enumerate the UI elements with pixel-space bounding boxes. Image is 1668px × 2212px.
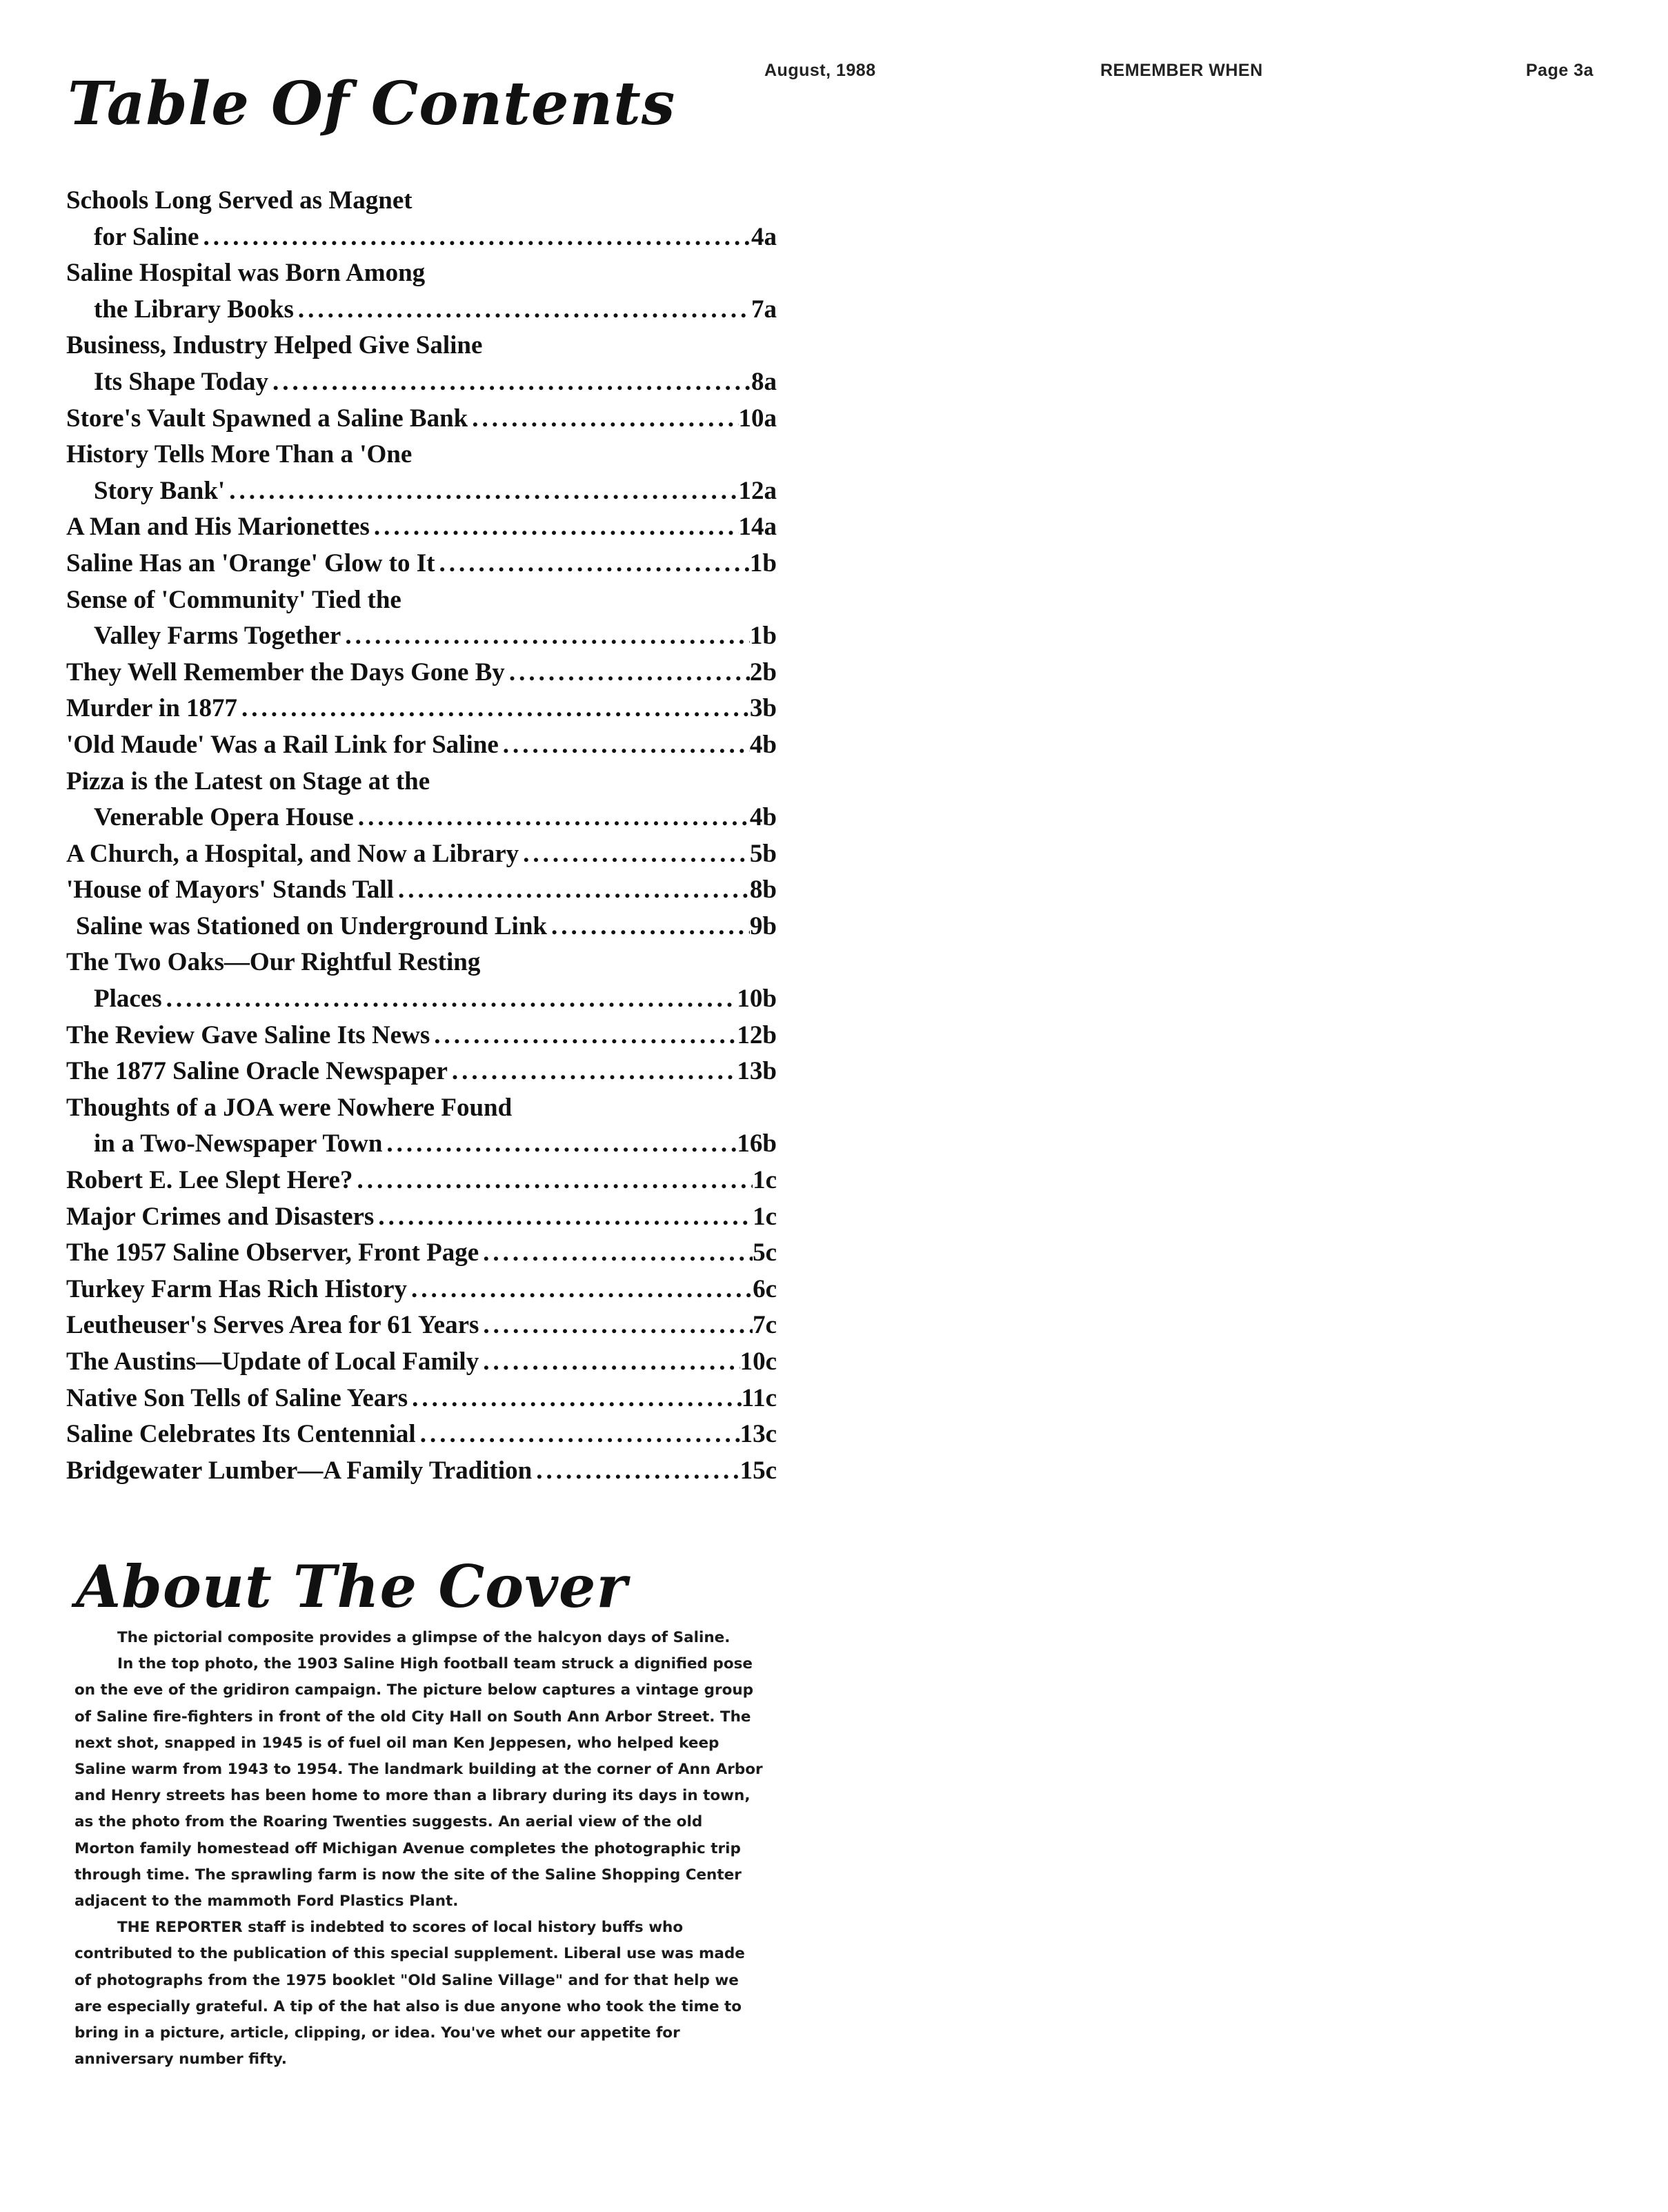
toc-page-ref: 2b <box>749 658 777 687</box>
dot-leader <box>353 1163 753 1199</box>
toc-page-ref: 13c <box>739 1420 777 1449</box>
toc-entry-title: A Man and His Marionettes <box>66 513 370 542</box>
toc-entry <box>66 1381 777 1417</box>
toc-entry-title: Saline Hospital was Born Among <box>66 259 426 288</box>
toc-entry-title: Bridgewater Lumber—A Family Tradition <box>66 1456 533 1485</box>
dot-leader <box>479 1344 739 1381</box>
toc-entry <box>66 401 777 437</box>
toc-page-ref: 6c <box>753 1274 777 1303</box>
toc-entry-title: Story Bank' <box>94 476 226 505</box>
toc-entry-title: Places <box>94 985 162 1014</box>
dot-leader <box>407 1272 753 1308</box>
toc-entry-title: History Tells More Than a 'One <box>66 440 413 469</box>
toc-page-ref: 13b <box>737 1057 777 1086</box>
toc-entry <box>66 836 777 873</box>
dot-leader <box>479 1307 753 1344</box>
toc-entry-title: The Review Gave Saline Its News <box>66 1020 430 1049</box>
toc-page-ref: 7a <box>751 295 777 324</box>
toc-entry-title: 'House of Mayors' Stands Tall <box>66 876 394 905</box>
dot-leader <box>225 473 738 510</box>
toc-page-ref: 4b <box>749 730 777 759</box>
dot-leader <box>430 1018 737 1054</box>
toc-entry <box>66 183 777 255</box>
toc-entry <box>66 1199 777 1236</box>
toc-entry <box>66 437 777 509</box>
toc-entry <box>66 1453 777 1490</box>
toc-page-ref: 10a <box>738 404 777 433</box>
dot-leader <box>268 364 751 401</box>
toc-entry-title: for Saline <box>94 222 199 251</box>
toc-page-ref: 9b <box>749 911 777 940</box>
dot-leader <box>162 981 737 1018</box>
toc-entry-title: Leutheuser's Serves Area for 61 Years <box>66 1311 479 1340</box>
toc-page-ref: 1b <box>749 549 777 577</box>
toc-entry-title: Business, Industry Helped Give Saline <box>66 331 483 360</box>
toc-entry-title: Major Crimes and Disasters <box>66 1202 375 1231</box>
dot-leader <box>370 509 739 546</box>
issue-date: August, 1988 <box>764 61 876 80</box>
toc-entry <box>66 546 777 582</box>
toc-entry <box>66 764 777 836</box>
dot-leader <box>341 618 750 655</box>
toc-entry <box>66 872 777 909</box>
toc-entry <box>66 1307 777 1344</box>
toc-entry <box>66 1235 777 1272</box>
toc-entry-title: Thoughts of a JOA were Nowhere Found <box>66 1093 513 1122</box>
toc-entry <box>66 1054 777 1090</box>
toc-page-ref: 5c <box>753 1238 777 1267</box>
cover-paragraph-3: THE REPORTER staff is indebted to scores of local history buffs who contributed to the publication of this special supplement. Liberal use was made of photographs from the 1975 booklet "Old Saline Village" and for that help we are especially grateful. A tip of the hat also is due anyone who took the time to bring in a picture, article, clipping, or idea. You've whet our appetite for anniversary number fifty. <box>75 1919 745 2068</box>
toc-list <box>66 183 777 1489</box>
dot-leader <box>532 1453 739 1490</box>
toc-entry-title: Sense of 'Community' Tied the <box>66 585 401 614</box>
cover-paragraph-1: The pictorial composite provides a glimpse of the halcyon days of Saline. <box>117 1629 731 1646</box>
toc-entry-title: Its Shape Today <box>94 367 268 396</box>
toc-entry <box>66 582 777 655</box>
toc-entry <box>66 1090 777 1163</box>
toc-entry-title: Store's Vault Spawned a Saline Bank <box>66 404 468 433</box>
dot-leader <box>394 872 750 909</box>
about-cover-title: About The Cover <box>76 1552 628 1621</box>
toc-entry-title: Saline Has an 'Orange' Glow to It <box>66 549 435 577</box>
toc-page-ref: 14a <box>738 513 777 542</box>
toc-entry-title: Venerable Opera House <box>94 803 354 832</box>
toc-entry-title: Native Son Tells of Saline Years <box>66 1383 408 1412</box>
toc-entry-title: in a Two-Newspaper Town <box>94 1129 383 1158</box>
toc-page-ref: 5b <box>749 839 777 868</box>
toc-page-ref: 12b <box>737 1020 777 1049</box>
dot-leader <box>354 800 750 836</box>
toc-page-ref: 16b <box>737 1129 777 1158</box>
dot-leader <box>294 292 751 328</box>
toc-entry <box>66 328 777 400</box>
dot-leader <box>499 727 750 764</box>
toc-entry <box>66 1344 777 1381</box>
toc-entry-title: 'Old Maude' Was a Rail Link for Saline <box>66 730 499 759</box>
toc-page-ref: 8b <box>749 876 777 905</box>
toc-entry-title: The Two Oaks—Our Rightful Resting <box>66 948 481 977</box>
toc-entry-title: The 1877 Saline Oracle Newspaper <box>66 1057 448 1086</box>
toc-entry <box>66 945 777 1017</box>
toc-page-ref: 8a <box>751 367 777 396</box>
toc-entry-title: Pizza is the Latest on Stage at the <box>66 767 430 796</box>
dot-leader <box>199 219 751 256</box>
toc-entry-title: Schools Long Served as Magnet <box>66 186 413 215</box>
toc-entry-title: The 1957 Saline Observer, Front Page <box>66 1238 479 1267</box>
dot-leader <box>374 1199 753 1236</box>
dot-leader <box>408 1381 742 1417</box>
toc-page-ref: 10b <box>737 985 777 1014</box>
toc-entry-title: Saline Celebrates Its Centennial <box>66 1420 416 1449</box>
dot-leader <box>416 1416 740 1453</box>
dot-leader <box>468 401 738 437</box>
toc-title: Table Of Contents <box>68 69 676 139</box>
cover-paragraph-2: In the top photo, the 1903 Saline High football team struck a dignified pose on the eve of the gridiron campaign. The picture below captures a vintage group of Saline fire-fighters in front of the old City Hall on South Ann Arbor Street. The next shot, snapped in 1945 is of fuel oil man Ken Jeppesen, who helped keep Saline warm from 1943 to 1954. The landmark building at the corner of Ann Arbor and Henry streets has been home to more than a library during its days in town, as the photo from the Roaring Twenties suggests. An aerial view of the old Morton family homestead off Michigan Avenue completes the photographic trip through time. The sprawling farm is now the site of the Saline Shopping Center adjacent to the mammoth Ford Plastics Plant. <box>75 1655 763 1910</box>
toc-entry <box>66 1416 777 1453</box>
publication-name: REMEMBER WHEN <box>1100 61 1263 80</box>
toc-entry-title: A Church, a Hospital, and Now a Library <box>66 839 519 868</box>
toc-entry <box>66 727 777 764</box>
toc-entry-title: Saline was Stationed on Underground Link <box>76 911 547 940</box>
dot-leader <box>448 1054 737 1090</box>
dot-leader <box>237 691 750 727</box>
toc-entry-title: The Austins—Update of Local Family <box>66 1347 479 1376</box>
toc-page-ref: 15c <box>739 1456 777 1485</box>
toc-entry <box>66 255 777 328</box>
toc-entry-title: the Library Books <box>94 295 294 324</box>
toc-page-ref: 1c <box>753 1166 777 1195</box>
toc-page-ref: 1b <box>749 622 777 651</box>
toc-entry <box>66 691 777 727</box>
toc-entry <box>66 909 777 945</box>
toc-entry-title: Turkey Farm Has Rich History <box>66 1274 408 1303</box>
about-cover-body <box>75 1625 764 2073</box>
dot-leader <box>382 1126 737 1163</box>
dot-leader <box>505 655 750 691</box>
toc-entry-title: Murder in 1877 <box>66 694 238 723</box>
dot-leader <box>479 1235 753 1272</box>
toc-entry <box>66 1018 777 1054</box>
dot-leader <box>435 546 749 582</box>
toc-page-ref: 4a <box>751 222 777 251</box>
toc-entry-title: Valley Farms Together <box>94 622 341 651</box>
toc-page-ref: 4b <box>749 803 777 832</box>
toc-page-ref: 7c <box>753 1311 777 1340</box>
toc-page-ref: 11c <box>741 1383 777 1412</box>
toc-entry-title: Robert E. Lee Slept Here? <box>66 1166 353 1195</box>
toc-entry-title: They Well Remember the Days Gone By <box>66 658 505 687</box>
toc-entry <box>66 1163 777 1199</box>
toc-entry <box>66 1272 777 1308</box>
toc-page-ref: 1c <box>753 1202 777 1231</box>
page-number: Page 3a <box>1526 61 1594 80</box>
toc-page-ref: 12a <box>738 476 777 505</box>
dot-leader <box>547 909 750 945</box>
dot-leader <box>519 836 750 873</box>
toc-page-ref: 3b <box>749 694 777 723</box>
toc-entry <box>66 509 777 546</box>
toc-entry <box>66 655 777 691</box>
toc-page-ref: 10c <box>739 1347 777 1376</box>
